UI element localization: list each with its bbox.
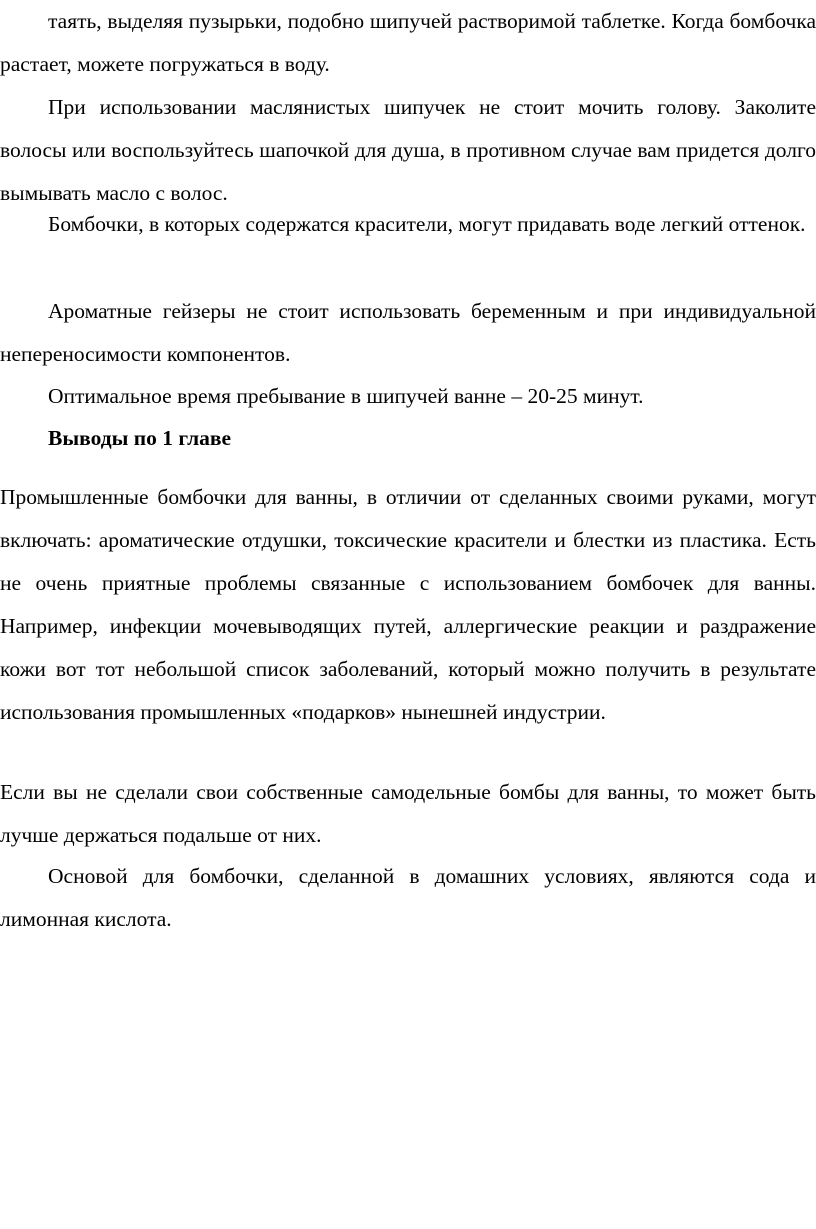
paragraph-oily-fizzers: При использовании маслянистых шипучек не стоит мочить голову. Заколите волосы или воспользуйтесь шапочкой для душа, в противном случае вам придется долго вымывать масло с волос. [0,95,816,205]
paragraph-homemade-advice: Если вы не сделали свои собственные самодельные бомбы для ванны, то может быть лучше держаться подальше от них. [0,780,816,847]
paragraph-industrial-bombs: Промышленные бомбочки для ванны, в отличии от сделанных своими руками, могут включать: ароматические отдушки, токсические красители и блестки из пластика. Есть не очень приятные проблемы связанные с использованием бомбочек для ванны. Например, инфекции мочевыводящих путей, аллергические реакции и раздражение кожи вот тот небольшой список заболеваний, который можно получить в результате использования промышленных «подарков» нынешней индустрии. [0,485,816,724]
paragraph-base-ingredients: Основой для бомбочки, сделанной в домашних условиях, являются сода и лимонная кислота. [0,864,816,931]
paragraph-dyes: Бомбочки, в которых содержатся красители, могут придавать воде легкий оттенок. [48,212,806,236]
paragraph-pregnancy-warning: Ароматные гейзеры не стоит использовать беременным и при индивидуальной непереносимости компонентов. [0,299,816,366]
section-heading: Выводы по 1 главе [48,426,232,450]
paragraph-dissolving: таять, выделяя пузырьки, подобно шипучей растворимой таблетке. Когда бомбочка растает, можете погружаться в воду. [0,9,816,76]
paragraph-optimal-time: Оптимальное время пребывание в шипучей ванне – 20-25 минут. [48,384,644,408]
